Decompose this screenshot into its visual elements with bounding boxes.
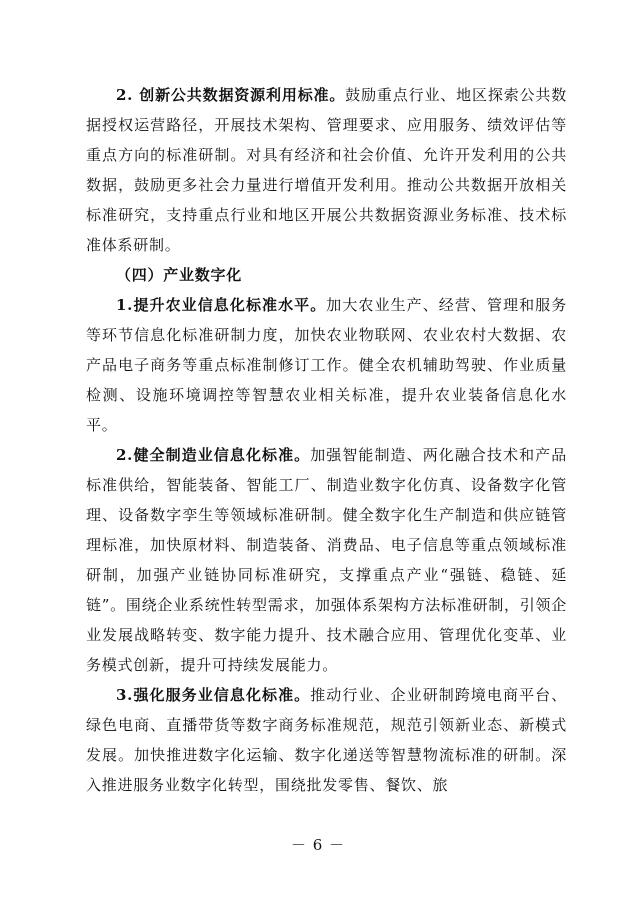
paragraph-manufacturing xyxy=(86,440,567,680)
paragraph-body: 推动行业、企业研制跨境电商平台、绿色电商、直播带货等数字商务标准规范，规范引领新业态、新模式发展。加快推进数字化运输、数字化递送等智慧物流标准的研制。深入推进服务业数字化转型，围绕批发零售、餐饮、旅 xyxy=(86,686,567,794)
paragraph-lead: 2. 创新公共数据资源利用标准。 xyxy=(116,86,346,104)
paragraph-agriculture xyxy=(86,290,567,440)
page-number: － 6 － xyxy=(290,836,346,854)
paragraph-body: 加强智能制造、两化融合技术和产品标准供给，智能装备、智能工厂、制造业数字化仿真、设备数字化管理、设备数字孪生等领域标准研制。健全数字化生产制造和供应链管理标准，加快原材料、制造装备、消费品、电子信息等重点领域标准研制，加强产业链协同标准研究，支撑重点产业“强链、稳链、延链”。围绕企业系统性转型需求，加强体系架构方法标准研制，引领企业发展战略转变、数字能力提升、技术融合应用、管理优化变革、业务模式创新，提升可持续发展能力。 xyxy=(86,446,567,674)
paragraph-public-data xyxy=(86,80,567,260)
paragraph-lead: 3.强化服务业信息化标准。 xyxy=(116,686,311,704)
section-heading: （四）产业数字化 xyxy=(116,266,243,284)
paragraph-lead: 2.健全制造业信息化标准。 xyxy=(116,446,311,464)
paragraph-body: 鼓励重点行业、地区探索公共数据授权运营路径，开展技术架构、管理要求、应用服务、绩效评估等重点方向的标准研制。对具有经济和社会价值、允许开发利用的公共数据，鼓励更多社会力量进行增值开发利用。推动公共数据开放相关标准研究，支持重点行业和地区开展公共数据资源业务标准、技术标准体系研制。 xyxy=(86,86,567,254)
paragraph-services xyxy=(86,680,567,800)
document-page xyxy=(86,80,567,800)
paragraph-lead: 1.提升农业信息化标准水平。 xyxy=(116,296,327,314)
paragraph-body: 加大农业生产、经营、管理和服务等环节信息化标准研制力度，加快农业物联网、农业农村大数据、农产品电子商务等重点标准制修订工作。健全农机辅助驾驶、作业质量检测、设施环境调控等智慧农业相关标准，提升农业装备信息化水平。 xyxy=(86,296,567,434)
